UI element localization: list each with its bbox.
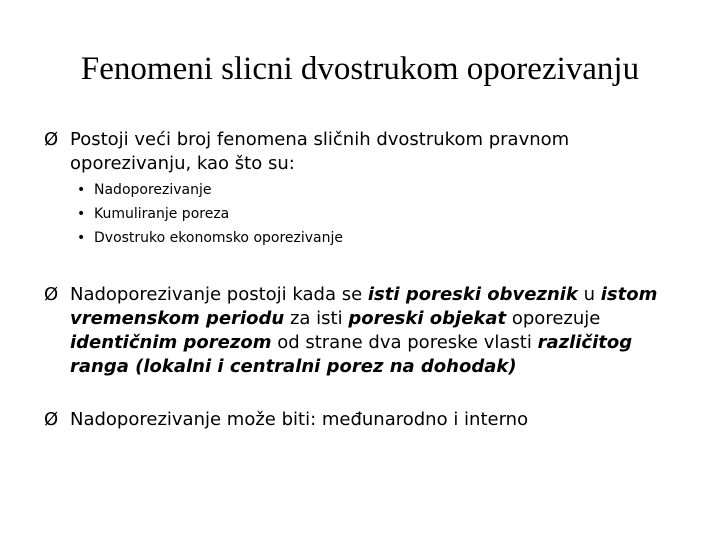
dot-bullet-icon: • bbox=[77, 230, 86, 246]
dot-bullet-icon: • bbox=[77, 206, 86, 222]
text-run: oporezuje bbox=[506, 308, 601, 329]
bullet-types bbox=[44, 408, 684, 432]
bullet-similar-phenomena bbox=[44, 128, 684, 176]
sub-bullet-item bbox=[77, 202, 229, 226]
emphasis-run: različitog ranga (lokalni i centralni porez na dohodak) bbox=[70, 332, 633, 377]
sub-bullet-text: Dvostruko ekonomsko oporezivanje bbox=[94, 230, 344, 246]
arrow-bullet-icon: Ø bbox=[44, 409, 59, 430]
sub-bullet-text: Kumuliranje poreza bbox=[94, 206, 230, 222]
slide-title: Fenomeni slicni dvostrukom oporezivanju bbox=[80, 51, 640, 87]
emphasis-run: poreski objekat bbox=[348, 308, 507, 329]
arrow-bullet-icon: Ø bbox=[44, 129, 59, 150]
text-run: u bbox=[577, 284, 601, 305]
emphasis-run: isti poreski obveznik bbox=[367, 284, 578, 305]
text-run: od strane dva poreske vlasti bbox=[271, 332, 538, 353]
bullet-text: Postoji veći broj fenomena sličnih dvostrukom pravnom oporezivanju, kao što su: bbox=[70, 129, 570, 174]
emphasis-run: istom vremenskom periodu bbox=[70, 284, 658, 329]
sub-bullet-text: Nadoporezivanje bbox=[94, 182, 212, 198]
text-run: za isti bbox=[284, 308, 349, 329]
dot-bullet-icon: • bbox=[77, 182, 86, 198]
sub-bullet-item bbox=[77, 178, 212, 202]
bullet-text: Nadoporezivanje može biti: međunarodno i interno bbox=[70, 409, 529, 430]
bullet-text bbox=[70, 283, 684, 379]
sub-bullet-item bbox=[77, 226, 343, 250]
emphasis-run: identičnim porezom bbox=[70, 332, 272, 353]
text-run: Nadoporezivanje postoji kada se bbox=[70, 284, 368, 305]
bullet-definition bbox=[44, 283, 684, 379]
arrow-bullet-icon: Ø bbox=[44, 284, 59, 305]
